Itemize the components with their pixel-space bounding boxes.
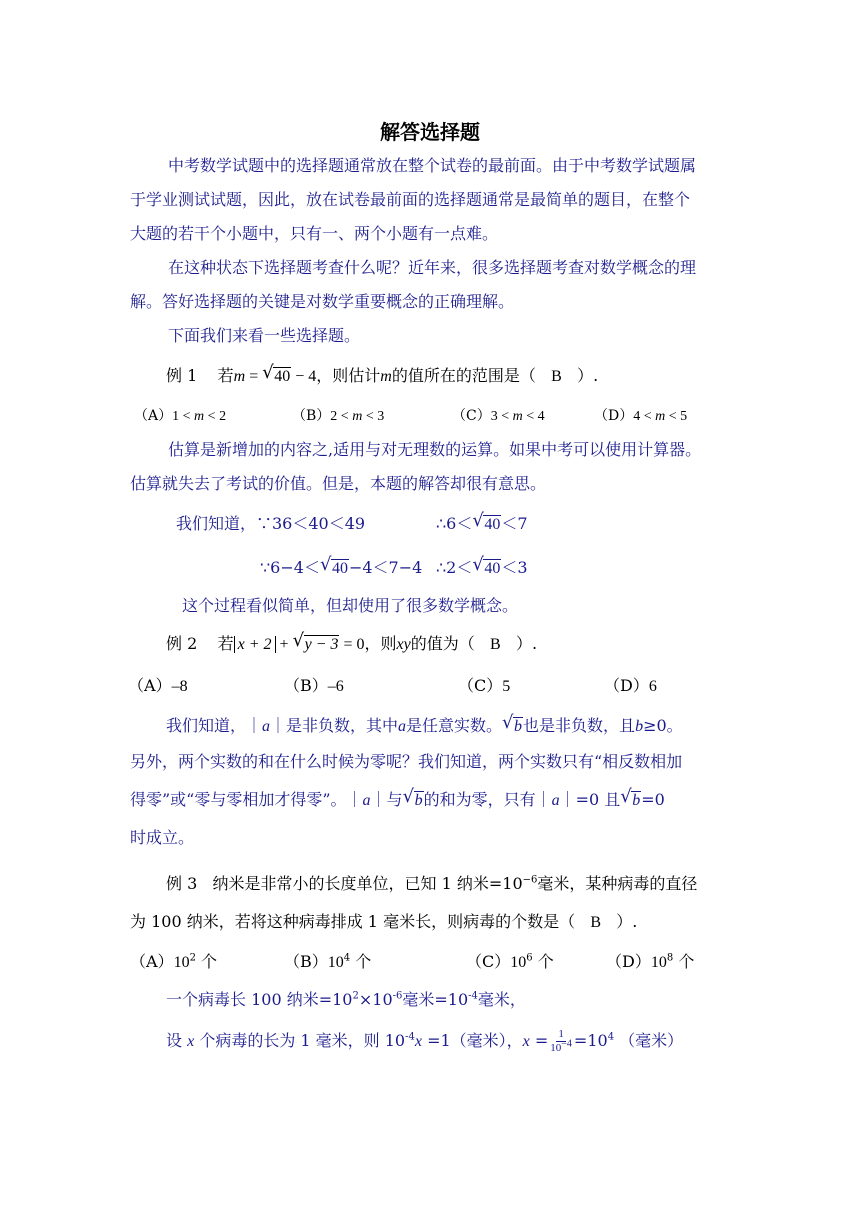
intro-line-6: 下面我们来看一些选择题。 xyxy=(168,326,361,345)
example-2-explain-3: 得零”或“零与零相加才得零”。｜a｜与 √ b的和为零，只有｜a｜=0 且 √ b=0 xyxy=(130,786,665,809)
example-2-option-b: （B）–6 xyxy=(284,676,344,695)
example-1-summary: 这个过程看似简单，但却使用了很多数学概念。 xyxy=(182,596,519,615)
example-3-line-2: 为 100 纳米，若将这种病毒排成 1 毫米长，则病毒的个数是（ B ）. xyxy=(130,912,638,931)
intro-line-2: 于学业测试试题，因此，放在试卷最前面的选择题通常是最简单的题目，在整个 xyxy=(130,190,691,209)
sqrt-b: √ b xyxy=(402,786,423,809)
example-3-option-a: $(A)10^2$ 个 xyxy=(130,952,218,971)
example-3-label: 例 3 xyxy=(166,874,198,893)
example-1-answer: B xyxy=(551,368,562,385)
page-title: 解答选择题 xyxy=(380,120,480,144)
example-1-work-2b: ∴2＜ √ 40＜3 xyxy=(436,554,528,577)
example-1-option-d: （D）4 < m < 5 xyxy=(594,408,688,424)
fraction-one-over-ten-power: $\frac{1}{10^{-4}}$ xyxy=(550,1028,572,1054)
example-3-solution-1: 一个病毒长 100 纳米$=10^2\times 10^{-6}$毫米$=10^{-4}$毫米， xyxy=(166,990,526,1009)
example-1-explain-1: 估算是新增加的内容之,适用与对无理数的运算。如果中考可以使用计算器。 xyxy=(168,440,702,459)
example-2-answer: B xyxy=(490,636,501,653)
example-2-explain-2: 另外，两个实数的和在什么时候为零呢？我们知道，两个实数只有“相反数相加 xyxy=(130,752,683,771)
example-3-option-c: $(C)10^6$ 个 xyxy=(466,952,554,971)
example-1-explain-2: 估算就失去了考试的价值。但是，本题的解答却很有意思。 xyxy=(130,474,547,493)
example-3-line-1: 例 3 纳米是非常小的长度单位，已知 1 纳米$=10^{-6}$毫米，某种病毒的直径 xyxy=(166,874,698,893)
intro-line-5: 解。答好选择题的关键是对数学重要概念的正确理解。 xyxy=(130,292,515,311)
sqrt-b: √ b xyxy=(502,712,523,735)
sqrt-y-minus-3: √ y − 3 xyxy=(292,630,339,653)
example-2-explain-1: 我们知道，｜a｜是非负数，其中a是任意实数。 √ b也是非负数，且b≥0。 xyxy=(166,712,683,735)
example-2-option-a: （A）–8 xyxy=(128,676,188,695)
example-2-explain-4: 时成立。 xyxy=(130,828,195,847)
abs-value: x + 2 xyxy=(234,636,276,653)
example-2-stem: 例 2 若 x + 2 + √ y − 3 = 0，则xy的值为（ B ）. xyxy=(166,630,538,653)
sqrt-40: √ 40 xyxy=(262,362,291,385)
example-1-work-1b: ∴6＜ √ 40＜7 xyxy=(436,510,528,533)
example-2-label: 例 2 xyxy=(166,634,198,653)
example-1-option-a: （A）1 < m < 2 xyxy=(134,408,227,424)
sqrt-40: √ 40 xyxy=(472,510,501,533)
example-3-option-b: $(B)10^4$ 个 xyxy=(284,952,372,971)
example-2-option-d: （D）6 xyxy=(604,676,657,695)
example-1-work-2a: ∵6−4＜ √ 40−4＜7−4 xyxy=(260,554,423,577)
sqrt-40: √ 40 xyxy=(472,554,501,577)
intro-line-3: 大题的若干个小题中，只有一、两个小题有一点难。 xyxy=(130,224,499,243)
example-3-answer: B xyxy=(590,914,602,931)
sqrt-b: √ b xyxy=(620,786,641,809)
example-1-label: 例 1 xyxy=(166,366,198,385)
example-3-option-d: $(D)10^8$ 个 xyxy=(606,952,695,971)
example-1-option-c: （C）3 < m < 4 xyxy=(452,408,545,424)
example-2-option-c: （C）5 xyxy=(458,676,511,695)
example-1-stem: 例 1 若m = √ 40 − 4，则估计m的值所在的范围是（ B ）. xyxy=(166,362,599,385)
example-3-solution-2: 设 x 个病毒的长为 1 毫米，则 $10^{-4}x =1$（毫米），x = $\frac{1}{10^{-4}}$ $=10^4$ （毫米） xyxy=(166,1028,684,1054)
sqrt-40: √ 40 xyxy=(319,554,348,577)
example-1-option-b: （B）2 < m < 3 xyxy=(292,408,385,424)
intro-line-1: 中考数学试题中的选择题通常放在整个试卷的最前面。由于中考数学试题属 xyxy=(168,156,697,175)
intro-line-4: 在这种状态下选择题考查什么呢？近年来，很多选择题考查对数学概念的理 xyxy=(168,258,697,277)
example-1-work-1a: 我们知道，∵36＜40＜49 xyxy=(176,514,366,533)
